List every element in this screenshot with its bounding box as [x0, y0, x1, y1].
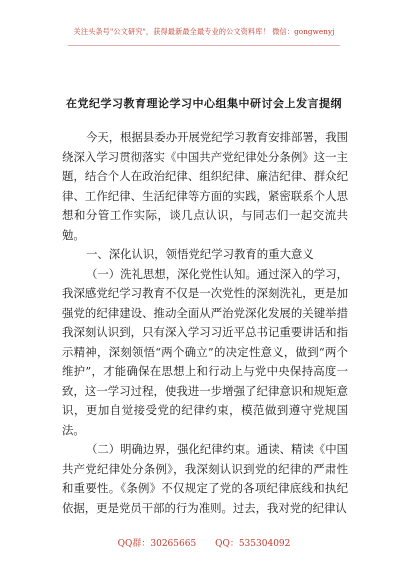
intro-paragraph: 今天，根据县委办开展党纪学习教育安排部署，我围绕深入学习贯彻落实《中国共产党纪律处分条例》这一主题，结合个人在政治纪律、组织纪律、廉洁纪律、群众纪律、工作纪律、生活纪律等方面的实践，紧密联系个人思想和分管工作实际，谈几点认识，与同志们一起交流共勉。	[62, 130, 348, 242]
footer-contact	[0, 536, 408, 549]
section-heading: 一、深化认识，领悟党纪学习教育的重大意义	[85, 247, 314, 261]
document-body	[62, 128, 348, 518]
body-paragraph: （一）洗礼思想，深化党性认知。通过深入的学习，我深感党纪学习教育不仅是一次党性的深刻洗礼，更是加强党的纪律建设、推动全面从严治党深化发展的关键举措我深刻认识到，只有深入学习习近平总书记重要讲话和指示精神，深刻领悟“两个确立”的决定性意义，做到“两个维护”，才能确保在思想上和行动上与党中央保持高度一致，这一学习过程，使我进一步增强了纪律意识和规矩意识，更加自觉接受党的纪律约束，模范做到遵守党规国法。	[62, 266, 348, 437]
header-banner: 关注头条号"公文研究"，获得最新最全最专业的公文资料库！ 微信：gongwenyj	[73, 27, 335, 36]
footer-qq-number: QQ：535304092	[215, 539, 291, 549]
header-divider	[68, 45, 340, 46]
footer-qq-group: QQ群：30265665	[117, 539, 197, 549]
body-paragraph: （二）明确边界，强化纪律约束。通读、精读《中国共产党纪律处分条例》，我深刻认识到党的纪律的严肃性和重要性。《条例》不仅规定了党的各项纪律底线和执纪依据，更是党员干部的行为准则。过去，我对党的纪律认	[62, 442, 348, 515]
document-title: 在党纪学习教育理论学习中心组集中研讨会上发言提纲	[66, 97, 342, 110]
